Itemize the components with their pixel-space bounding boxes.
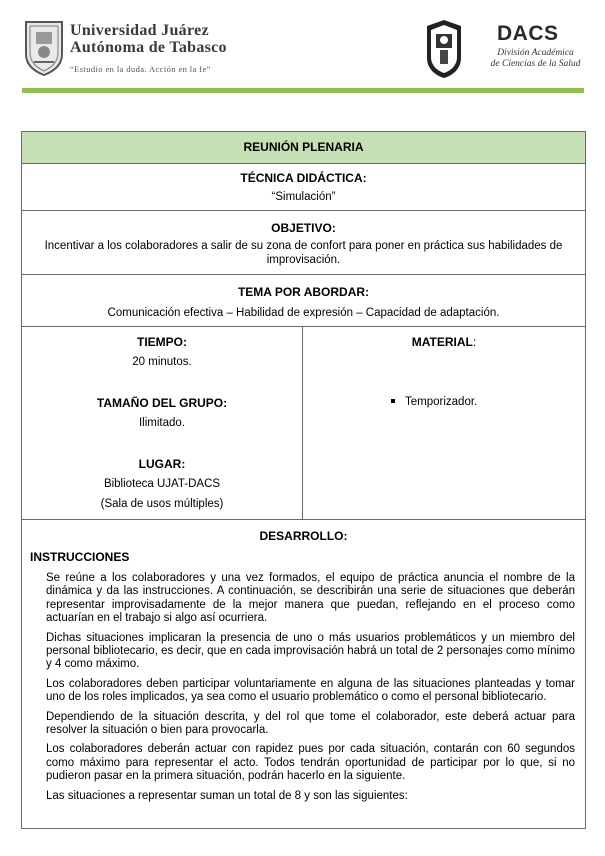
tecnica-cell bbox=[22, 164, 586, 211]
dacs-subtitle-line2: de Ciencias de la Salud bbox=[490, 59, 581, 69]
lugar-value-line2: (Sala de usos múltiples) bbox=[100, 498, 224, 510]
tecnica-label: TÉCNICA DIDÁCTICA: bbox=[240, 171, 367, 185]
instruction-paragraph: Las situaciones a representar suman un total de 8 y son las siguientes: bbox=[46, 789, 408, 802]
tema-label: TEMA POR ABORDAR: bbox=[237, 285, 370, 299]
grupo-value: Ilimitado. bbox=[138, 417, 186, 429]
instruction-paragraph: Se reúne a los colaboradores y una vez formados, el equipo de práctica anuncia el nombre de la dinámica y da las instrucciones. A continuación, se describirán una serie de situaciones que deberán representar improvisadamente de la mejor manera que puedan, reflejando en el proceso como actuarían en el trabajo si algo así ocurriera. bbox=[46, 572, 575, 625]
material-heading bbox=[303, 335, 585, 349]
activity-table bbox=[21, 131, 586, 829]
instruction-paragraph: Dependiendo de la situación descrita, y del rol que tome el colaborador, este deberá actuar para resolver la situación o bien para provocarla. bbox=[46, 710, 575, 737]
material-label: MATERIAL bbox=[411, 335, 473, 349]
lugar-label: LUGAR: bbox=[138, 457, 186, 471]
objetivo-cell bbox=[22, 211, 586, 275]
tiempo-label: TIEMPO: bbox=[137, 335, 187, 349]
lugar-value-line1: Biblioteca UJAT-DACS bbox=[103, 478, 221, 490]
university-name-line2: Autónoma de Tabasco bbox=[70, 39, 227, 56]
instruction-paragraph: Los colaboradores deben participar voluntariamente en alguna de las situaciones planteadas y tomar uno de los roles implicados, ya sea como el usuario problemático o como el personal bibliotecario. bbox=[46, 677, 575, 704]
instruction-paragraph: Los colaboradores deberán actuar con rapidez pues por cada situación, contarán con 60 segundos como máximo para representar el acto. Todos tendrán oportunidad de participar por lo que, si no pudieron pasar en la primera situación, podrán hacerlo en la siguiente. bbox=[46, 743, 575, 783]
material-colon: : bbox=[472, 335, 477, 349]
university-name-line1: Universidad Juárez bbox=[70, 22, 209, 39]
tiempo-value: 20 minutos. bbox=[132, 356, 192, 368]
instrucciones-label: INSTRUCCIONES bbox=[30, 550, 130, 564]
objetivo-label: OBJETIVO: bbox=[271, 221, 336, 235]
university-motto: “Estudio en la duda. Acción en la fe” bbox=[70, 64, 211, 74]
material-item-text: Temporizador. bbox=[405, 396, 478, 408]
tecnica-value: “Simulación” bbox=[271, 191, 336, 203]
details-cell bbox=[22, 327, 303, 520]
dacs-subtitle bbox=[478, 48, 593, 70]
objetivo-value: Incentivar a los colaboradores a salir de su zona de confort para poner en práctica sus habilidades de improvisación. bbox=[44, 240, 563, 266]
university-name bbox=[70, 22, 227, 56]
instruction-paragraph: Dichas situaciones implicaran la presencia de uno o más usuarios problemáticos y un miembro del personal bibliotecario, es decir, que en cada improvisación habrá un total de 2 personajes como mínimo y 4 como máximo. bbox=[46, 631, 575, 671]
header-divider bbox=[22, 88, 584, 93]
tema-value: Comunicación efectiva – Habilidad de expresión – Capacidad de adaptación. bbox=[107, 307, 500, 319]
dacs-seal-logo bbox=[421, 18, 467, 80]
desarrollo-label: DESARROLLO: bbox=[259, 529, 348, 543]
dacs-title: DACS bbox=[497, 22, 559, 45]
material-list-item bbox=[391, 396, 477, 408]
tema-cell bbox=[22, 275, 586, 327]
desarrollo-cell bbox=[22, 520, 586, 829]
dacs-subtitle-line1: División Académica bbox=[497, 48, 574, 58]
material-cell bbox=[303, 327, 586, 520]
activity-title: REUNIÓN PLENARIA bbox=[22, 132, 586, 164]
page-header bbox=[0, 0, 605, 100]
grupo-label: TAMAÑO DEL GRUPO: bbox=[96, 396, 228, 410]
ujat-seal-logo bbox=[22, 18, 66, 76]
bullet-square-icon bbox=[391, 399, 395, 403]
